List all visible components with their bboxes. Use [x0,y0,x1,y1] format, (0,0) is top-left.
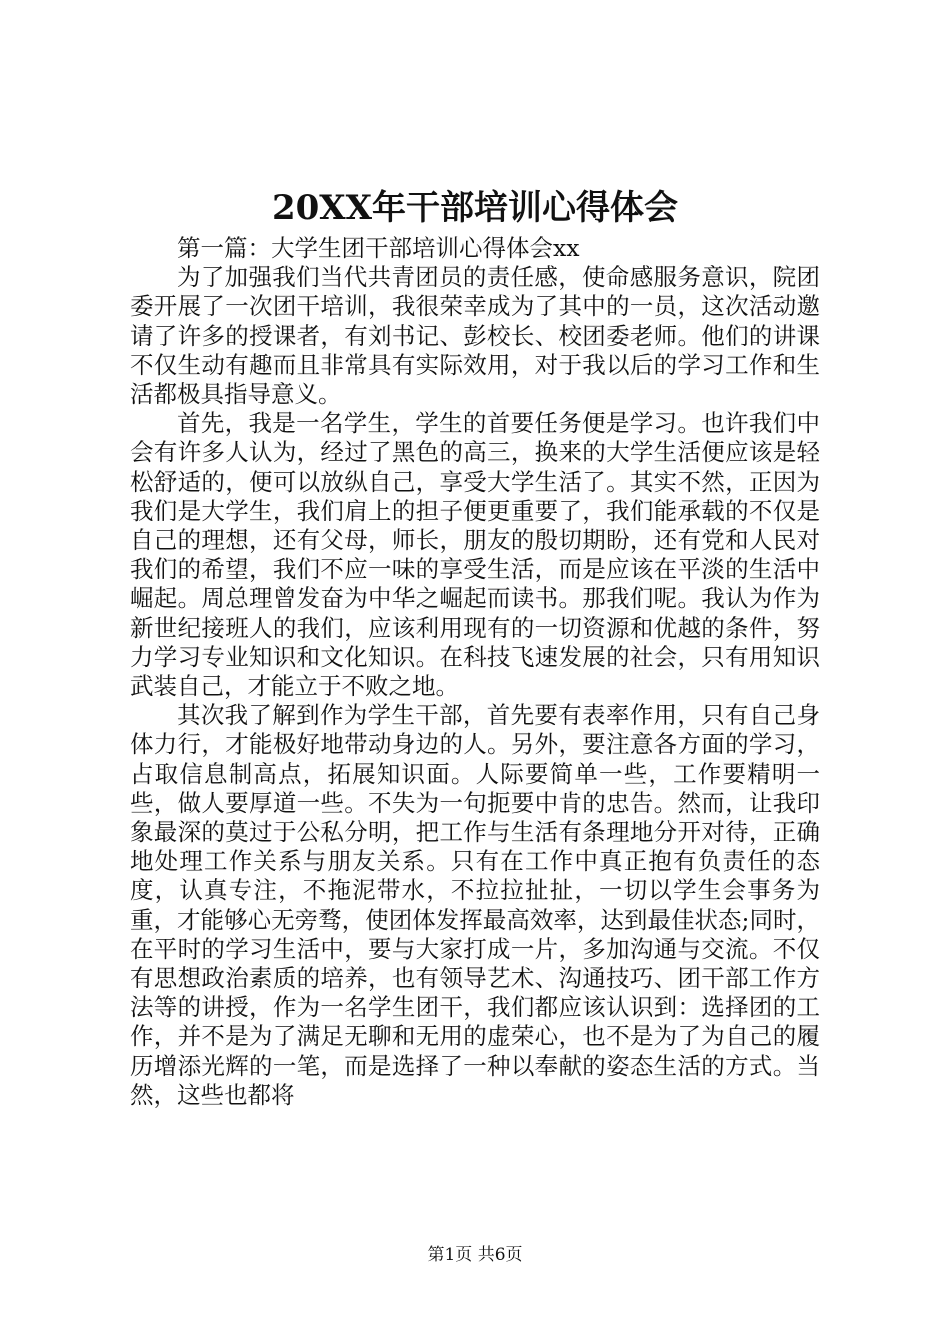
paragraph: 其次我了解到作为学生干部，首先要有表率作用，只有自己身体力行，才能极好地带动身边的人。另外，要注意各方面的学习，占取信息制高点，拓展知识面。人际要简单一些，工作要精明一些，做人要厚道一些。不失为一句扼要中肯的忠告。然而，让我印象最深的莫过于公私分明，把工作与生活有条理地分开对待，正确地处理工作关系与朋友关系。只有在工作中真正抱有负责任的态度，认真专注，不拖泥带水，不拉拉扯扯，一切以学生会事务为重，才能够心无旁骛，使团体发挥最高效率，达到最佳状态;同时，在平时的学习生活中，要与大家打成一片，多加沟通与交流。不仅有思想政治素质的培养，也有领导艺术、沟通技巧、团干部工作方法等的讲授，作为一名学生团干，我们都应该认识到：选择团的工作，并不是为了满足无聊和无用的虚荣心，也不是为了为自己的履历增添光辉的一笔，而是选择了一种以奉献的姿态生活的方式。当然，这些也都将 [130,701,820,1109]
page-footer: 第1页 共6页 [427,1245,523,1265]
paragraph: 为了加强我们当代共青团员的责任感，使命感服务意识，院团委开展了一次团干培训，我很荣幸成为了其中的一员，这次活动邀请了许多的授课者，有刘书记、彭校长、校团委老师。他们的讲课不仅生动有趣而且非常具有实际效用，对于我以后的学习工作和生活都极具指导意义。 [130,263,820,409]
section-heading: 第一篇：大学生团干部培训心得体会xx [177,234,580,262]
paragraph: 首先，我是一名学生，学生的首要任务便是学习。也许我们中会有许多人认为，经过了黑色的高三，换来的大学生活便应该是轻松舒适的，便可以放纵自己，享受大学生活了。其实不然，正因为我们是大学生，我们肩上的担子便更重要了，我们能承载的不仅是自己的理想，还有父母，师长，朋友的殷切期盼，还有党和人民对我们的希望，我们不应一味的享受生活，而是应该在平淡的生活中崛起。周总理曾发奋为中华之崛起而读书。那我们呢。我认为作为新世纪接班人的我们，应该利用现有的一切资源和优越的条件，努力学习专业知识和文化知识。在科技飞速发展的社会，只有用知识武装自己，才能立于不败之地。 [130,409,820,701]
document-title: 20XX年干部培训心得体会 [271,188,679,228]
document-body [130,234,820,1110]
